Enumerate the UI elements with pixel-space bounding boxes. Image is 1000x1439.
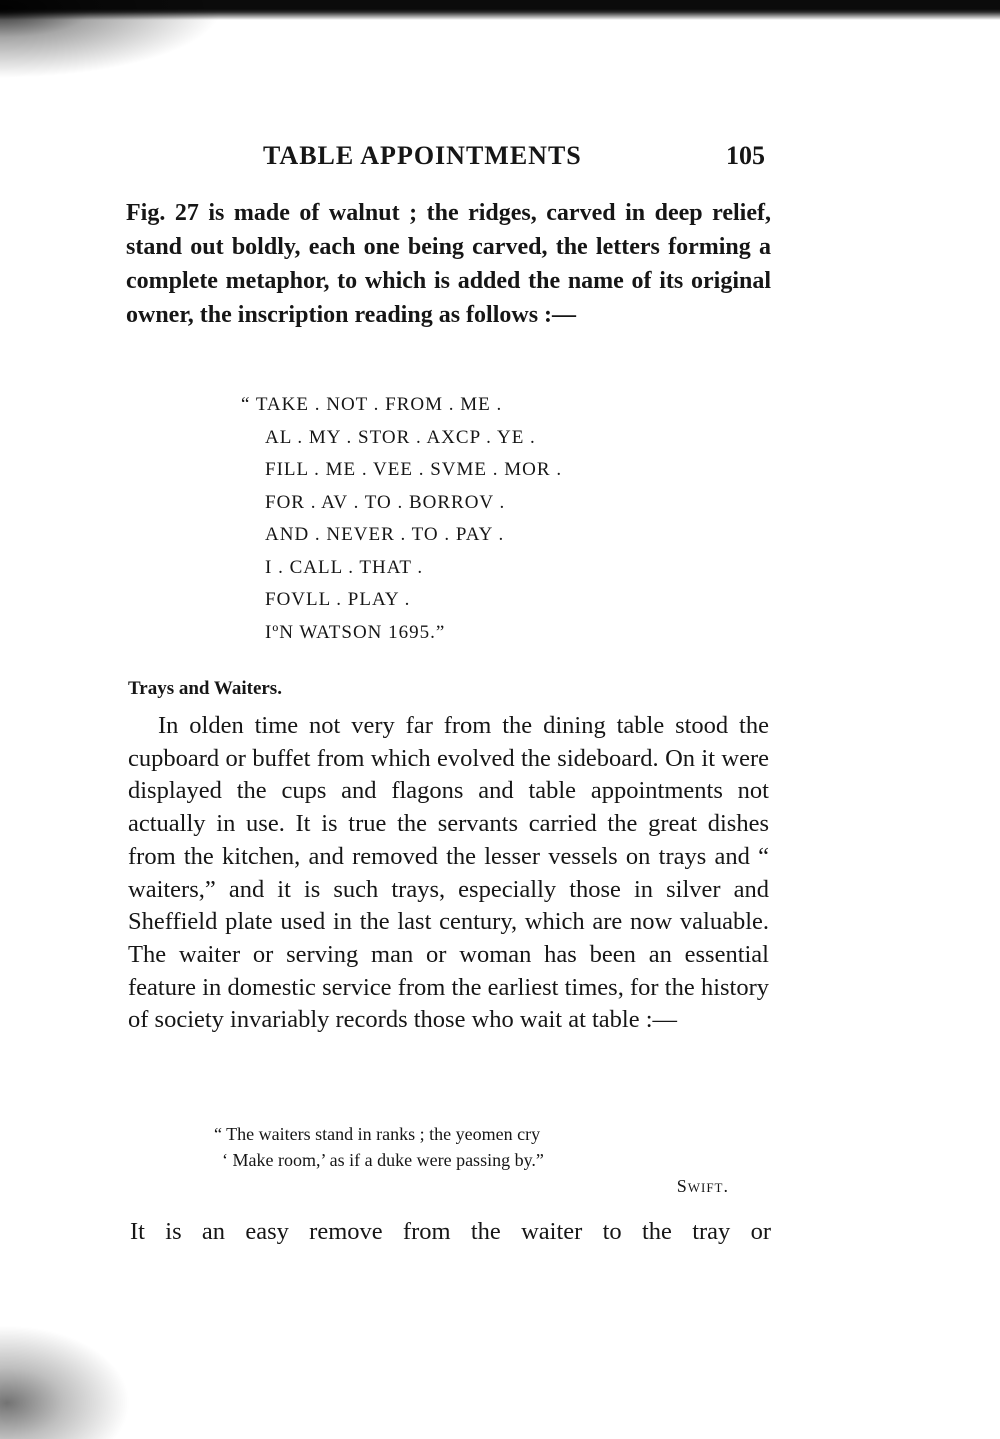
inscription-line: AND . NEVER . TO . PAY . — [265, 524, 505, 545]
scan-shadow-bottom-left — [0, 1319, 140, 1439]
verse-line: “ The waiters stand in ranks ; the yeomen cry — [214, 1124, 541, 1144]
inscription — [241, 389, 562, 649]
running-title: TABLE APPOINTMENTS — [263, 141, 582, 170]
verse-quote — [214, 1121, 729, 1199]
inscription-line: FOR . AV . TO . BORROV . — [265, 491, 506, 513]
page-number: 105 — [726, 141, 765, 170]
running-head — [126, 141, 771, 181]
inscription-line: FOVLL . PLAY . — [265, 589, 411, 610]
scan-shadow-top-left — [0, 0, 260, 90]
continuation-line: It is an easy remove from the waiter to the tray or — [130, 1218, 771, 1245]
inscription-line: “ TAKE . NOT . FROM . ME . — [241, 394, 503, 415]
intro-paragraph — [126, 196, 771, 332]
inscription-line: IºN WATSON 1695.” — [265, 621, 446, 643]
body-paragraph: In olden time not very far from the dining table stood the cupboard or buffet from which evolved the sideboard. On it were displayed the cups and flagons and table appointments not actually in use. It is true the servants carried the great dishes from the kitchen, and removed the lesser vessels on trays and “ waiters,” and it is such trays, especially those in silver and Sheffield plate used in the last century, which are now valuable. The waiter or serving man or woman has been an essential feature in domestic service from the earliest times, for the history of society invariably records those who wait at table :— — [128, 712, 769, 1034]
verse-line: ‘ Make room,’ as if a duke were passing by.” — [222, 1150, 544, 1170]
verse-attribution: Swift. — [676, 1176, 729, 1196]
inscription-line: I . CALL . THAT . — [265, 556, 424, 578]
section-heading: Trays and Waiters. — [128, 678, 282, 699]
inscription-line: AL . MY . STOR . AXCP . YE . — [265, 426, 536, 448]
inscription-line: FILL . ME . VEE . SVME . MOR . — [265, 459, 563, 480]
intro-text: Fig. 27 is made of walnut ; the ridges, carved in deep relief, stand out boldly, each one being carved, the letters forming a complete metaphor, to which is added the name of its original owner, the inscription reading as follows :— — [126, 200, 771, 328]
